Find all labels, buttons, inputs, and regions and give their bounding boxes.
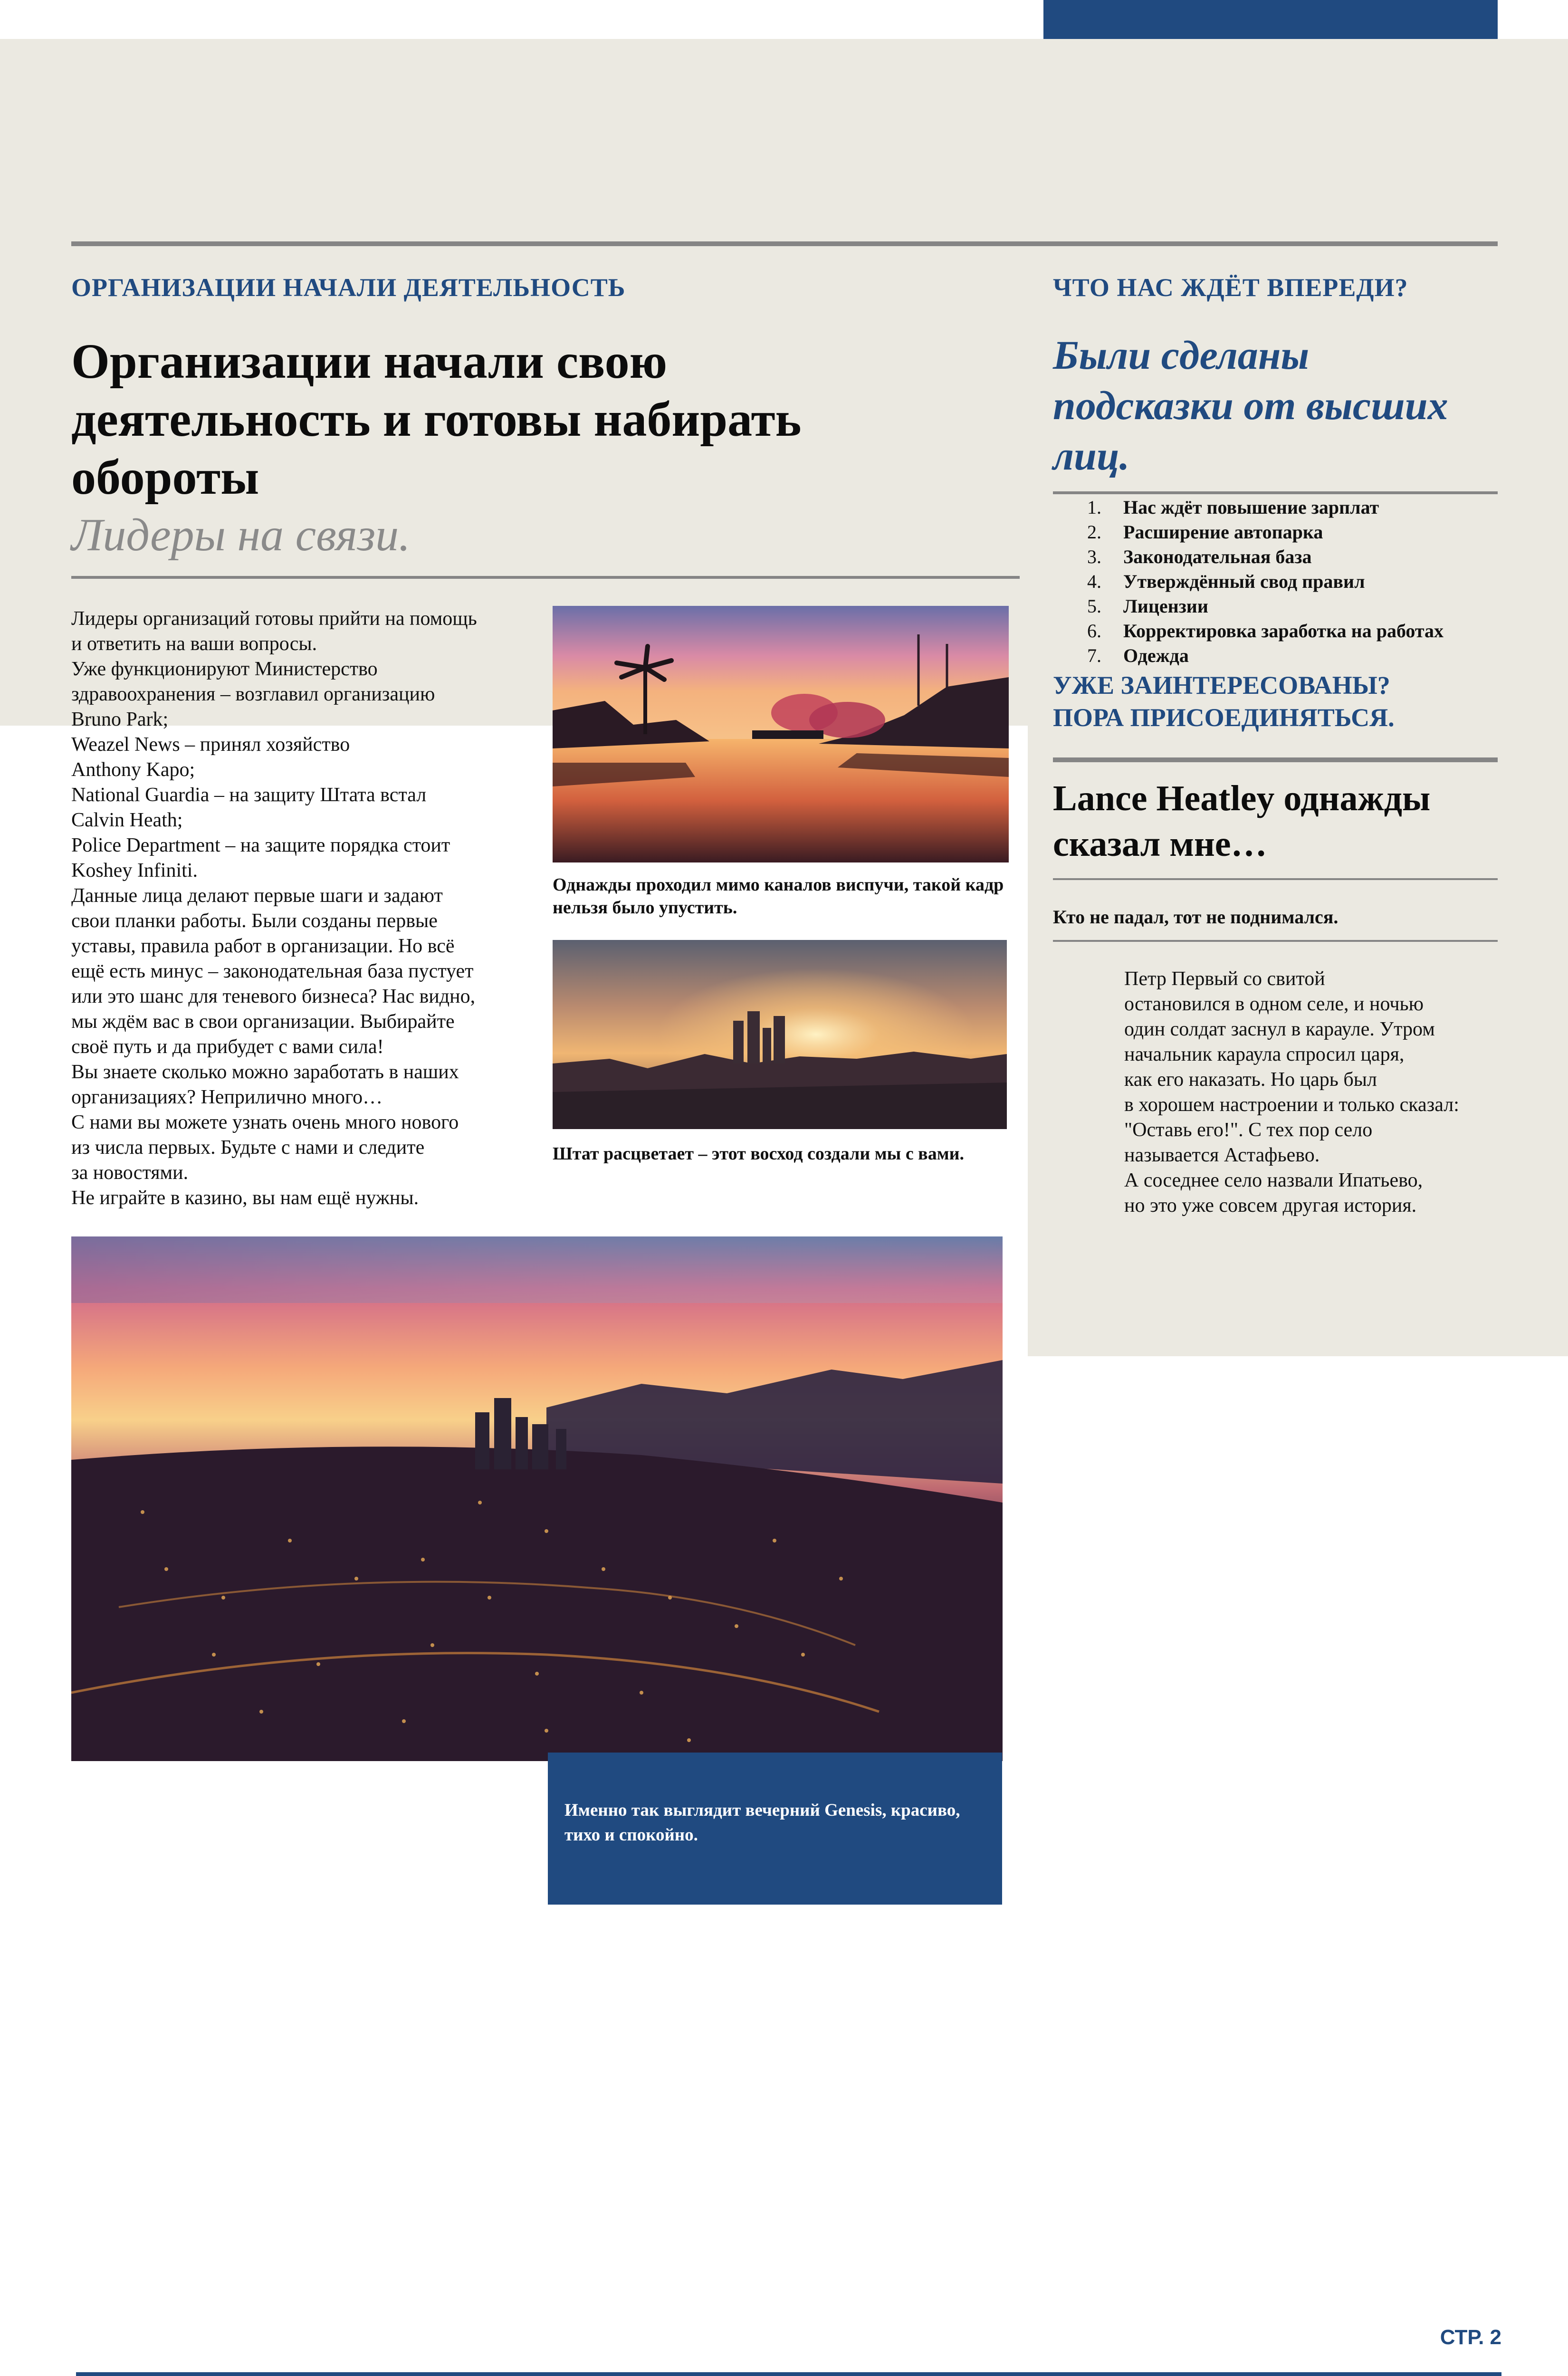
body-line: из числа первых. Будьте с нами и следите — [71, 1137, 425, 1159]
story-line: остановился в одном селе, и ночью — [1124, 993, 1424, 1015]
sunrise-photo-caption: Штат расцветает – этот восход создали мы с вами. — [553, 1144, 964, 1164]
list-item-text: Расширение автопарка — [1123, 521, 1323, 543]
story-line: один солдат заснул в карауле. Утром — [1124, 1018, 1435, 1040]
bottom-bar — [76, 2372, 1501, 2376]
story-line: но это уже совсем другая история. — [1124, 1195, 1417, 1217]
list-item — [1053, 495, 1500, 520]
list-item-text: Лицензии — [1123, 595, 1208, 617]
body-line: Не играйте в казино, вы нам ещё нужны. — [71, 1187, 419, 1209]
body-line: Weazel News – принял хозяйство — [71, 734, 350, 756]
body-line: и ответить на ваши вопросы. — [71, 633, 317, 655]
sidebar-cta — [1053, 669, 1500, 734]
body-line: мы ждём вас в свои организации. Выбирайте — [71, 1011, 455, 1033]
body-line: ещё есть минус – законодательная база пустует — [71, 960, 474, 982]
list-item — [1053, 520, 1500, 545]
sidebar-saying: Кто не падал, тот не поднимался. — [1053, 906, 1339, 928]
list-item-number: 3. — [1087, 546, 1101, 567]
list-item — [1053, 594, 1500, 619]
page-number: СТР. 2 — [1440, 2326, 1501, 2349]
list-item — [1053, 643, 1500, 668]
canal-photo — [553, 606, 1009, 862]
body-line: за новостями. — [71, 1162, 189, 1184]
list-item-text: Законодательная база — [1123, 546, 1312, 567]
article-kicker: ОРГАНИЗАЦИИ НАЧАЛИ ДЕЯТЕЛЬНОСТЬ — [71, 273, 626, 302]
cta-line: УЖЕ ЗАИНТЕРЕСОВАНЫ? — [1053, 671, 1390, 699]
sidebar-kicker: ЧТО НАС ЖДЁТ ВПЕРЕДИ? — [1053, 273, 1408, 302]
sidebar-rule-3 — [1053, 878, 1498, 880]
story-line: называется Астафьево. — [1124, 1144, 1320, 1166]
list-item-number: 5. — [1087, 595, 1101, 617]
evening-city-photo — [71, 1236, 1003, 1761]
body-line: Koshey Infiniti. — [71, 860, 198, 881]
body-line: С нами вы можете узнать очень много нового — [71, 1111, 459, 1133]
story-line: Петр Первый со свитой — [1124, 968, 1325, 990]
story-line: начальник караула спросил царя, — [1124, 1044, 1405, 1065]
body-line: Вы знаете сколько можно заработать в наших — [71, 1061, 459, 1083]
sidebar-rule-1 — [1053, 491, 1498, 494]
list-item-text: Корректировка заработка на работах — [1123, 620, 1444, 642]
story-line: как его наказать. Но царь был — [1124, 1069, 1377, 1091]
headline-rule — [71, 576, 1020, 579]
body-line: Calvin Heath; — [71, 809, 183, 831]
list-item-number: 2. — [1087, 521, 1101, 543]
body-line: здравоохранения – возглавил организацию — [71, 683, 435, 705]
body-line: National Guardia – на защиту Штата встал — [71, 784, 427, 806]
body-line: своё путь и да прибудет с вами сила! — [71, 1036, 384, 1058]
article-headline: Организации начали свою деятельность и готовы набирать обороты — [71, 334, 802, 505]
list-item-number: 4. — [1087, 571, 1101, 592]
top-rule — [71, 241, 1498, 246]
photo-caption-box-text: Именно так выглядит вечерний Genesis, красиво, тихо и спокойно. — [564, 1801, 960, 1845]
list-item-text: Утверждённый свод правил — [1123, 571, 1365, 592]
article-body — [71, 606, 551, 1211]
top-accent-bar — [1043, 0, 1498, 39]
list-item-text: Нас ждёт повышение зарплат — [1123, 497, 1379, 518]
body-line: Уже функционируют Министерство — [71, 658, 378, 680]
sunrise-photo — [553, 940, 1007, 1129]
list-item-number: 6. — [1087, 620, 1101, 642]
sidebar-rule-4 — [1053, 940, 1498, 942]
list-item-text: Одежда — [1123, 645, 1189, 666]
story-line: А соседнее село назвали Ипатьево, — [1124, 1169, 1423, 1191]
story-line: "Оставь его!". С тех пор село — [1124, 1119, 1373, 1141]
article-subhead: Лидеры на связи. — [71, 509, 411, 561]
body-line: Anthony Kapo; — [71, 759, 195, 781]
body-line: Данные лица делают первые шаги и задают — [71, 885, 443, 907]
body-line: Лидеры организаций готовы прийти на помощь — [71, 608, 477, 630]
canal-photo-caption: Однажды проходил мимо каналов виспучи, такой кадр нельзя было упустить. — [553, 875, 1004, 918]
list-item — [1053, 545, 1500, 569]
sidebar-story — [1124, 967, 1500, 1218]
list-item — [1053, 619, 1500, 643]
body-line: Police Department – на защите порядка стоит — [71, 834, 450, 856]
cta-line: ПОРА ПРИСОЕДИНЯТЬСЯ. — [1053, 703, 1395, 732]
list-item — [1053, 569, 1500, 594]
body-line: свои планки работы. Были созданы первые — [71, 910, 438, 932]
sidebar-rule-2 — [1053, 757, 1498, 762]
body-line: организациях? Неприлично много… — [71, 1086, 383, 1108]
list-item-number: 1. — [1087, 497, 1101, 518]
sidebar-pull-quote: Были сделаны подсказки от высших лиц. — [1053, 332, 1448, 479]
body-line: уставы, правила работ в организации. Но всё — [71, 935, 455, 957]
body-line: Bruno Park; — [71, 709, 169, 730]
sidebar-list — [1053, 495, 1500, 668]
body-line: или это шанс для теневого бизнеса? Нас видно, — [71, 986, 476, 1007]
story-line: в хорошем настроении и только сказал: — [1124, 1094, 1459, 1116]
sidebar-person-heading: Lance Heatley однажды сказал мне… — [1053, 778, 1431, 864]
list-item-number: 7. — [1087, 645, 1101, 666]
